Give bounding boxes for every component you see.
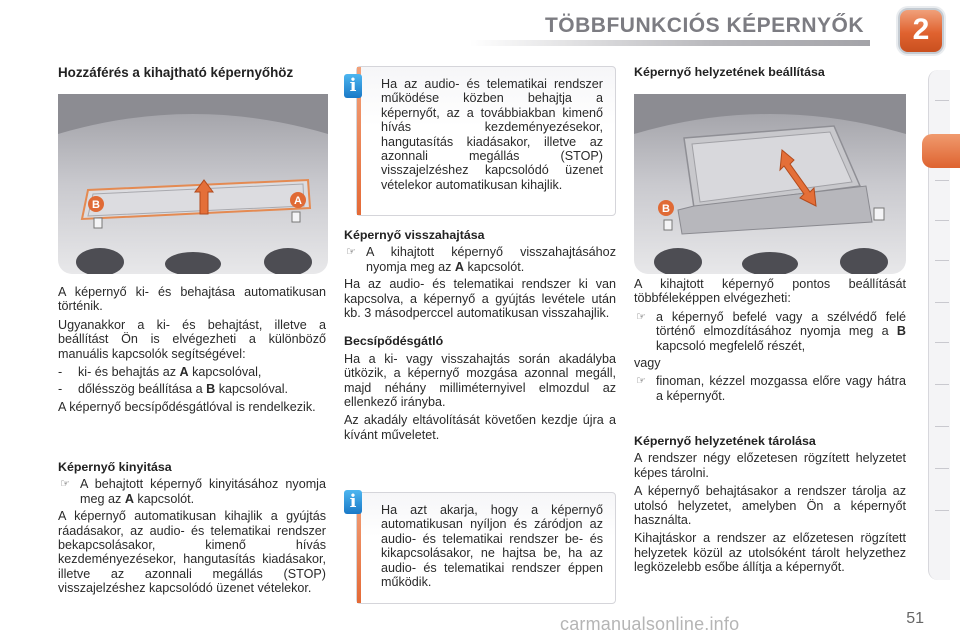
dash-marker: - bbox=[58, 365, 63, 380]
subsection-heading: Képernyő visszahajtása bbox=[344, 228, 485, 242]
right-column-title bbox=[634, 65, 906, 82]
info-box bbox=[356, 66, 616, 216]
list-item bbox=[58, 382, 326, 396]
left-column bbox=[58, 285, 326, 418]
key-label: A bbox=[454, 259, 465, 274]
label-b: B bbox=[92, 199, 100, 211]
bullet-icon: ☞ bbox=[60, 478, 70, 491]
key-label: B bbox=[206, 382, 216, 397]
text-span: dőlésszög beállítása a bbox=[78, 382, 207, 397]
paragraph: Ugyanakkor a ki- és behajtást, illetve a beállítást Ön is elvégezheti a különböző manuális kapcsolók segítségével: bbox=[58, 317, 326, 361]
tab-divider bbox=[935, 220, 949, 221]
switch-b bbox=[664, 220, 672, 230]
paragraph: Az akadály eltávolítását követően kezdje újra a kívánt műveletet. bbox=[344, 413, 616, 442]
switch-a bbox=[292, 212, 300, 222]
paragraph: A képernyő automatikusan kihajlik a gyújtás ráadásakor, az audio- és telematikai rendszer bekapcsolásakor, kimenő hívás kezdeményezésekor, hangutasítás kiadásakor, illetve az azonnali megállás (STOP) visszajelzéshez kapcsolódó üzenet vételekor. bbox=[58, 509, 326, 596]
paragraph: Kihajtáskor a rendszer az előzetesen rögzített helyzetek közül az utolsóként tárolt helyzethez legközelebb esőbe állítja a képernyőt. bbox=[634, 531, 906, 575]
text-span: kapcsoló megfelelő részét, bbox=[656, 338, 806, 353]
page-title: TÖBBFUNKCIÓS KÉPERNYŐK bbox=[544, 14, 864, 37]
label-a: A bbox=[294, 195, 302, 207]
list-item-text bbox=[80, 477, 326, 506]
key-label: A bbox=[124, 491, 134, 506]
left-column-lower bbox=[58, 460, 326, 600]
list-item-text: finoman, kézzel mozgassa előre vagy hátra a képernyőt. bbox=[656, 374, 906, 403]
middle-column bbox=[344, 228, 616, 446]
header-stripe bbox=[470, 40, 870, 46]
text-span: kapcsolóval. bbox=[215, 382, 289, 397]
subsection-heading: Becsípődésgátló bbox=[344, 334, 444, 349]
switch-a bbox=[874, 208, 884, 220]
tab-divider bbox=[935, 510, 949, 511]
subsection-heading: Képernyő kinyitása bbox=[58, 460, 172, 474]
list-item-text bbox=[366, 245, 616, 274]
tab-divider bbox=[935, 468, 949, 469]
paragraph: A képernyő behajtásakor a rendszer tárolja az utolsó helyzetet, amelyben Ön a képernyőt használta. bbox=[634, 484, 906, 528]
list-item-text bbox=[656, 310, 906, 353]
paragraph: Ha a ki- vagy visszahajtás során akadályba ütközik, a képernyő mozgása azonnal megáll, majd néhány milliméternyivel elmozdul az ellenkező irányba. bbox=[344, 351, 616, 410]
info-box bbox=[356, 492, 616, 604]
bullet-icon: ☞ bbox=[636, 310, 646, 323]
bullet-icon: ☞ bbox=[346, 246, 356, 259]
text-span: kapcsolót. bbox=[464, 259, 525, 274]
list-item bbox=[634, 310, 906, 353]
key-label: A bbox=[179, 365, 189, 380]
tab-divider bbox=[935, 426, 949, 427]
tab-divider bbox=[935, 384, 949, 385]
info-icon: i bbox=[344, 74, 362, 98]
subsection-heading: Képernyő helyzetének beállítása bbox=[634, 65, 825, 79]
text-span: a képernyő befelé vagy a szélvédő felé történő elmozdításához nyomja meg a bbox=[656, 309, 906, 339]
list-item bbox=[344, 245, 616, 274]
paragraph: Ha az audio- és telematikai rendszer ki van kapcsolva, a képernyő a gyújtás levétele után kb. 3 másodperccel automatikusan visszahajlik. bbox=[344, 277, 616, 321]
switch-b bbox=[94, 218, 102, 228]
info-box-text: Ha azt akarja, hogy a képernyő automatikusan nyíljon és záródjon az audio- és telematikai rendszer be- és kikapcsolásakor, ne hajtsa be, ha az audio- és telematikai rendszer éppen működik. bbox=[381, 503, 603, 590]
paragraph: vagy bbox=[634, 356, 661, 371]
page-number: 51 bbox=[906, 610, 924, 627]
list-item bbox=[58, 477, 326, 506]
info-icon: i bbox=[344, 490, 362, 514]
dashboard-illustration-closed bbox=[58, 94, 328, 274]
bullet-icon: ☞ bbox=[636, 375, 646, 388]
paragraph: A rendszer négy előzetesen rögzített helyzetet képes tárolni. bbox=[634, 451, 906, 480]
paragraph: A képernyő becsípődésgátlóval is rendelkezik. bbox=[58, 399, 316, 414]
text-span: kapcsolóval, bbox=[188, 365, 262, 380]
text-span: kapcsolót. bbox=[133, 491, 195, 506]
watermark: carmanualsonline.info bbox=[560, 614, 740, 634]
tab-divider bbox=[935, 260, 949, 261]
chapter-badge: 2 bbox=[898, 8, 944, 54]
tab-divider bbox=[935, 302, 949, 303]
paragraph: A kihajtott képernyő pontos beállítását többféleképpen elvégezheti: bbox=[634, 277, 906, 306]
tab-divider bbox=[935, 100, 949, 101]
subsection-heading: Képernyő helyzetének tárolása bbox=[634, 434, 816, 448]
text-span: A behajtott képernyő kinyitásához nyomja meg az bbox=[80, 477, 326, 506]
dash-marker: - bbox=[58, 382, 63, 397]
tab-divider bbox=[935, 342, 949, 343]
text-span: ki- és behajtás az bbox=[78, 365, 180, 380]
list-item bbox=[634, 374, 906, 403]
text-span: A kihajtott képernyő visszahajtásához nyomja meg az bbox=[366, 245, 616, 274]
dashboard-illustration-open bbox=[634, 94, 906, 274]
right-column bbox=[634, 277, 906, 406]
key-label: B bbox=[896, 324, 906, 339]
paragraph: A képernyő ki- és behajtása automatikusan történik. bbox=[58, 285, 326, 314]
right-column-lower bbox=[634, 434, 906, 579]
list-item bbox=[58, 365, 326, 379]
list-item-text bbox=[78, 382, 326, 396]
chapter-tab-active bbox=[922, 134, 960, 168]
list-item-text bbox=[78, 365, 326, 379]
page-header bbox=[0, 0, 960, 52]
info-box-text: Ha az audio- és telematikai rendszer működése közben behajtja a képernyőt, az a továbbiakban kimenő hívás kezdeményezésekor, hangutasítás kiadásakor, illetve az azonnali megállás (STOP) visszajelzéshez kapcsolódó üzenet vételekor automatikusan kihajlik. bbox=[381, 77, 603, 192]
section-title: Hozzáférés a kihajtható képernyőhöz bbox=[58, 65, 294, 80]
label-b: B bbox=[662, 203, 670, 215]
tab-divider bbox=[935, 180, 949, 181]
